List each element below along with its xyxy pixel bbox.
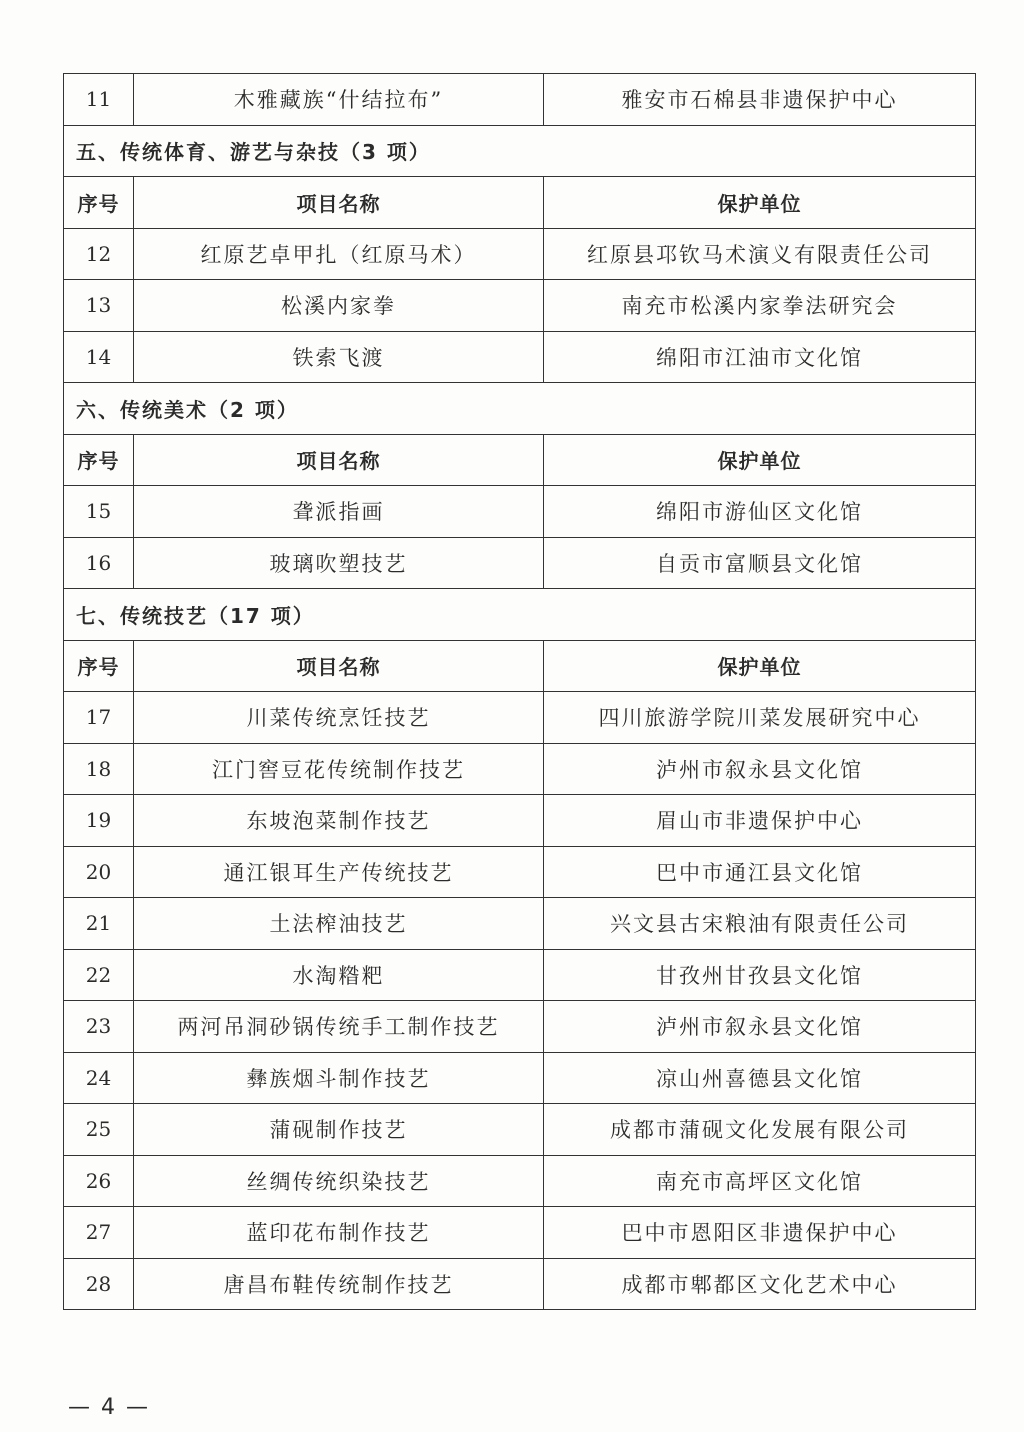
header-protection-unit: 保护单位: [544, 640, 976, 692]
row-number: 11: [64, 74, 134, 126]
project-name: 蒲砚制作技艺: [134, 1104, 544, 1156]
table-row: [64, 1001, 976, 1053]
header-number: 序号: [64, 434, 134, 486]
protection-unit: 四川旅游学院川菜发展研究中心: [544, 692, 976, 744]
section-title: 七、传统技艺（17 项）: [64, 589, 976, 641]
header-protection-unit: 保护单位: [544, 434, 976, 486]
project-name: 东坡泡菜制作技艺: [134, 795, 544, 847]
row-number: 28: [64, 1258, 134, 1310]
table-row: [64, 795, 976, 847]
row-number: 22: [64, 949, 134, 1001]
table-row: [64, 846, 976, 898]
table-row: [64, 949, 976, 1001]
row-number: 16: [64, 537, 134, 589]
table-row: [64, 1207, 976, 1259]
protection-unit: 雅安市石棉县非遗保护中心: [544, 74, 976, 126]
protection-unit: 成都市蒲砚文化发展有限公司: [544, 1104, 976, 1156]
row-number: 13: [64, 280, 134, 332]
heritage-list-table: [63, 73, 976, 1310]
project-name: 聋派指画: [134, 486, 544, 538]
project-name: 丝绸传统织染技艺: [134, 1155, 544, 1207]
row-number: 27: [64, 1207, 134, 1259]
project-name: 川菜传统烹饪技艺: [134, 692, 544, 744]
table-row: [64, 743, 976, 795]
project-name: 玻璃吹塑技艺: [134, 537, 544, 589]
protection-unit: 南充市松溪内家拳法研究会: [544, 280, 976, 332]
section-title: 五、传统体育、游艺与杂技（3 项）: [64, 125, 976, 177]
header-protection-unit: 保护单位: [544, 177, 976, 229]
section-title: 六、传统美术（2 项）: [64, 383, 976, 435]
project-name: 蓝印花布制作技艺: [134, 1207, 544, 1259]
protection-unit: 泸州市叙永县文化馆: [544, 743, 976, 795]
table-row: [64, 1258, 976, 1310]
header-project-name: 项目名称: [134, 640, 544, 692]
project-name: 松溪内家拳: [134, 280, 544, 332]
table-row: [64, 74, 976, 126]
table-row: [64, 1155, 976, 1207]
row-number: 23: [64, 1001, 134, 1053]
header-number: 序号: [64, 177, 134, 229]
protection-unit: 自贡市富顺县文化馆: [544, 537, 976, 589]
table-row: [64, 280, 976, 332]
row-number: 17: [64, 692, 134, 744]
row-number: 24: [64, 1052, 134, 1104]
protection-unit: 绵阳市江油市文化馆: [544, 331, 976, 383]
project-name: 唐昌布鞋传统制作技艺: [134, 1258, 544, 1310]
protection-unit: 泸州市叙永县文化馆: [544, 1001, 976, 1053]
protection-unit: 兴文县古宋粮油有限责任公司: [544, 898, 976, 950]
row-number: 20: [64, 846, 134, 898]
table-row: [64, 331, 976, 383]
section-heading-row: [64, 383, 976, 435]
header-number: 序号: [64, 640, 134, 692]
column-header-row: [64, 177, 976, 229]
project-name: 两河吊洞砂锅传统手工制作技艺: [134, 1001, 544, 1053]
section-heading-row: [64, 125, 976, 177]
row-number: 19: [64, 795, 134, 847]
protection-unit: 成都市郫都区文化艺术中心: [544, 1258, 976, 1310]
row-number: 21: [64, 898, 134, 950]
protection-unit: 绵阳市游仙区文化馆: [544, 486, 976, 538]
row-number: 15: [64, 486, 134, 538]
section-heading-row: [64, 589, 976, 641]
protection-unit: 南充市高坪区文化馆: [544, 1155, 976, 1207]
row-number: 25: [64, 1104, 134, 1156]
protection-unit: 巴中市通江县文化馆: [544, 846, 976, 898]
header-project-name: 项目名称: [134, 434, 544, 486]
project-name: 红原艺卓甲扎（红原马术）: [134, 228, 544, 280]
table-row: [64, 1104, 976, 1156]
project-name: 铁索飞渡: [134, 331, 544, 383]
project-name: 木雅藏族“什结拉布”: [134, 74, 544, 126]
project-name: 江门窖豆花传统制作技艺: [134, 743, 544, 795]
protection-unit: 眉山市非遗保护中心: [544, 795, 976, 847]
header-project-name: 项目名称: [134, 177, 544, 229]
project-name: 彝族烟斗制作技艺: [134, 1052, 544, 1104]
protection-unit: 巴中市恩阳区非遗保护中心: [544, 1207, 976, 1259]
table-row: [64, 228, 976, 280]
project-name: 土法榨油技艺: [134, 898, 544, 950]
protection-unit: 红原县邛钦马术演义有限责任公司: [544, 228, 976, 280]
page-number: — 4 —: [68, 1395, 150, 1420]
table-row: [64, 1052, 976, 1104]
table-row: [64, 486, 976, 538]
table-row: [64, 898, 976, 950]
row-number: 26: [64, 1155, 134, 1207]
row-number: 14: [64, 331, 134, 383]
table-row: [64, 692, 976, 744]
row-number: 18: [64, 743, 134, 795]
protection-unit: 凉山州喜德县文化馆: [544, 1052, 976, 1104]
column-header-row: [64, 434, 976, 486]
protection-unit: 甘孜州甘孜县文化馆: [544, 949, 976, 1001]
row-number: 12: [64, 228, 134, 280]
project-name: 通江银耳生产传统技艺: [134, 846, 544, 898]
table-row: [64, 537, 976, 589]
project-name: 水淘糌粑: [134, 949, 544, 1001]
column-header-row: [64, 640, 976, 692]
